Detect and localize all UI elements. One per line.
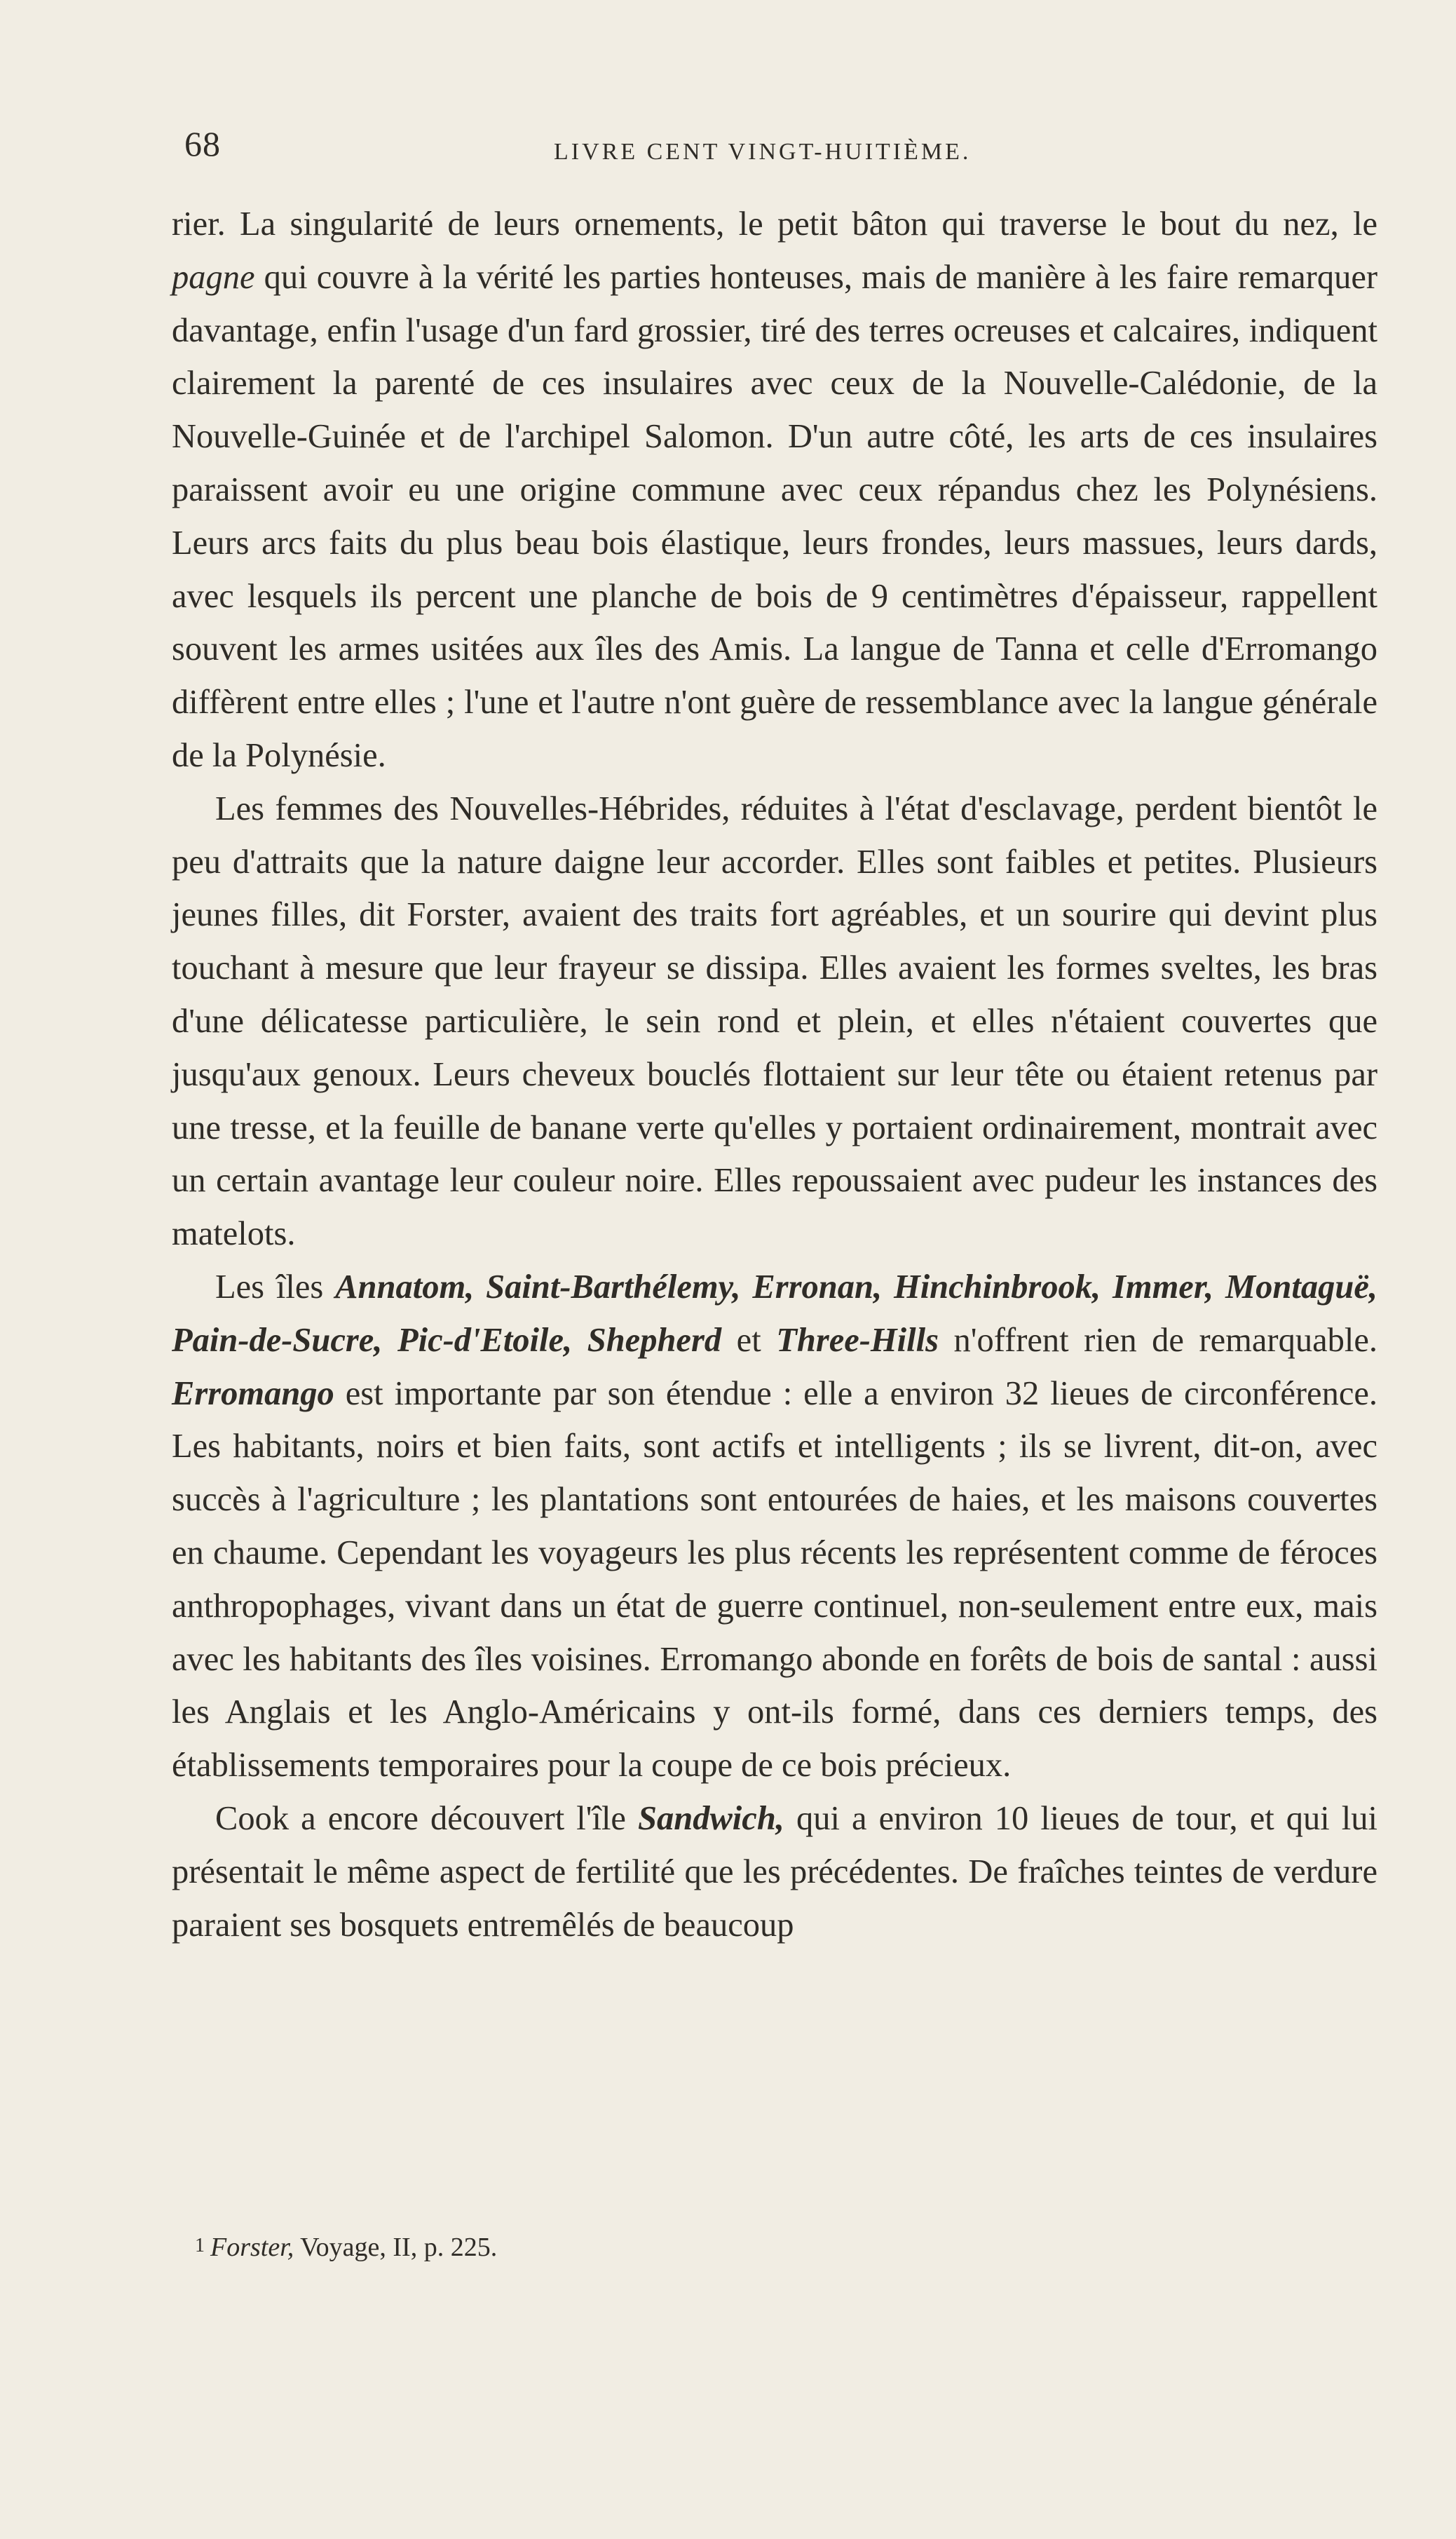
paragraph	[172, 783, 1377, 1261]
page-number: 68	[184, 124, 221, 163]
footnote-text: Voyage, II, p. 225.	[294, 2233, 498, 2262]
italic-text: Sandwich,	[638, 1799, 784, 1837]
paragraph	[172, 1261, 1377, 1792]
footnote-author: Forster,	[210, 2233, 294, 2262]
body-text	[172, 198, 1377, 1951]
footnote	[195, 2234, 497, 2261]
paragraph	[172, 198, 1377, 783]
text-run: n'offrent rien de remarquable.	[938, 1321, 1377, 1359]
text-run: qui couvre à la vérité les parties honteuses, mais de manière à les faire remarquer davantage, enfin l'usage d'un fard grossier, tiré des terres ocreuses et calcaires, indiquent clairement la parenté de ces insulaires avec ceux de la Nouvelle-Calédonie, de la Nouvelle-Guinée et de l'archipel Salomon. D'un autre côté, les arts de ces insulaires paraissent avoir eu une origine commune avec ceux répandus chez les Polynésiens. Leurs arcs faits du plus beau bois élastique, leurs frondes, leurs massues, leurs dards, avec lesquels ils percent une planche de bois de 9 centimètres d'épaisseur, rappellent souvent les armes usitées aux îles des Amis. La langue de Tanna et celle d'Erromango diffèrent entre elles ; l'une et l'autre n'ont guère de ressemblance avec la langue générale de la Polynésie.	[172, 258, 1377, 774]
italic-text: Erromango	[172, 1374, 334, 1412]
text-run: Les îles	[215, 1268, 336, 1306]
italic-text: pagne	[172, 258, 255, 296]
footnote-mark: 1	[195, 2235, 205, 2256]
running-title: LIVRE CENT VINGT-HUITIÈME.	[554, 139, 972, 165]
text-run: Les femmes des Nouvelles-Hébrides, réduites à l'état d'esclavage, perdent bientôt le peu d'attraits que la nature daigne leur accorder. Elles sont faibles et petites. Plusieurs jeunes filles, dit Forster, avaient des traits fort agréables, et un sourire qui devint plus touchant à mesure que leur frayeur se dissipa. Elles avaient les formes sveltes, les bras d'une délicatesse particulière, le sein rond et plein, et elles n'étaient couvertes que jusqu'aux genoux. Leurs cheveux bouclés flottaient sur leur tête ou étaient retenus par une tresse, et la feuille de banane verte qu'elles y portaient ordinairement, montrait avec un certain avantage leur couleur noire. Elles repoussaient avec pudeur les instances des matelots.	[172, 790, 1377, 1253]
italic-text: Annatom, Saint-Barthélemy, Erronan, Hinchinbrook, Immer, Montaguë, Pain-de-Sucre, Pic-d'Etoile, Shepherd	[172, 1268, 1377, 1359]
text-run: Cook a encore découvert l'île	[215, 1799, 639, 1837]
text-run: et	[721, 1321, 777, 1359]
italic-text: Three-Hills	[776, 1321, 939, 1359]
text-run: est importante par son étendue : elle a environ 32 lieues de circonférence. Les habitants, noirs et bien faits, sont actifs et intelligents ; ils se livrent, dit-on, avec succès à l'agriculture ; les plantations sont entourées de haies, et les maisons couvertes en chaume. Cependant les voyageurs les plus récents les représentent comme de féroces anthropophages, vivant dans un état de guerre continuel, non-seulement entre eux, mais avec les habitants des îles voisines. Erromango abonde en forêts de bois de santal : aussi les Anglais et les Anglo-Américains y ont-ils formé, dans ces derniers temps, des établissements temporaires pour la coupe de ce bois précieux.	[172, 1374, 1377, 1785]
text-run: qui a environ 10 lieues de tour, et qui lui présentait le même aspect de fertilité que les précédentes. De fraîches teintes de verdure paraient ses bosquets entremêlés de beaucoup	[172, 1799, 1377, 1944]
paragraph	[172, 1792, 1377, 1951]
text-run: rier. La singularité de leurs ornements, le petit bâton qui traverse le bout du nez, le	[172, 205, 1377, 243]
